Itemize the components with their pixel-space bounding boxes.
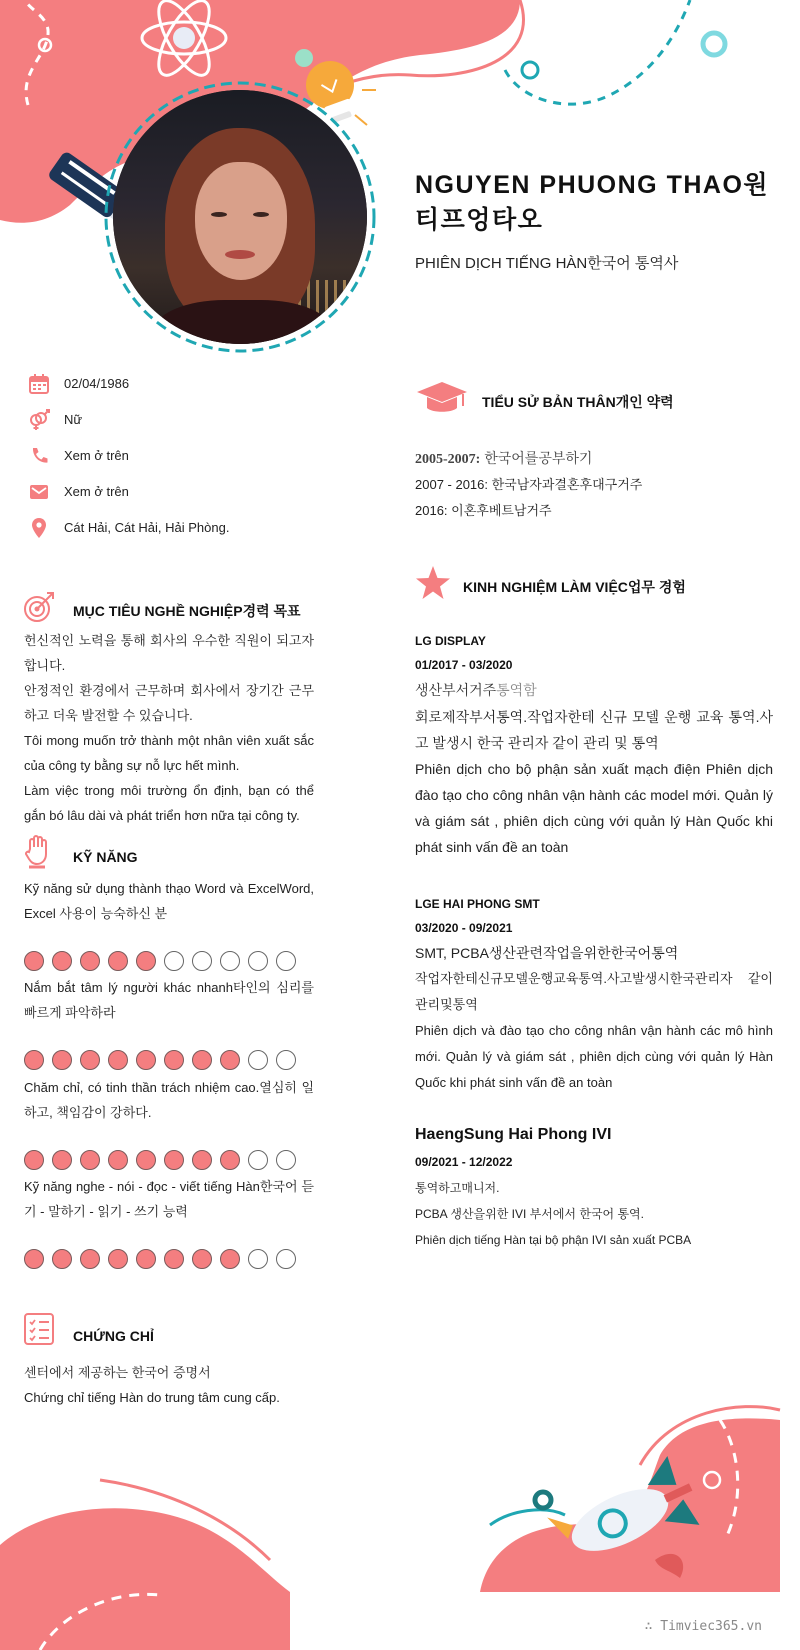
job-period: 03/2020 - 09/2021 [415,921,513,935]
job-company: HaengSung Hai Phong IVI [415,1126,612,1143]
rating-dot-filled [108,951,128,971]
objective-line: 헌신적인 노력을 통해 회사의 우수한 직원이 되고자 합니다. [24,633,314,673]
job-title: PHIÊN DỊCH TIẾNG HÀN한국어 통역사 [415,255,679,272]
rating-dot-filled [80,951,100,971]
birthdate-text: 02/04/1986 [64,376,130,391]
rating-dot-filled [80,1050,100,1070]
rating-dot-filled [24,1249,44,1269]
phone-text: Xem ở trên [64,448,129,463]
graduation-cap-icon [415,380,469,416]
bio-line-1 [415,448,592,468]
job-line: Phiên dịch cho bộ phận sản xuất mạch điện Phiên dịch đào tạo cho công nhân vận hành các model mới. Quản lý và giám sát , phiên dịch cùng với quản lý Hàn Quốc khi phát sinh vấn đề an toàn [415,761,773,855]
rating-dot-filled [24,1050,44,1070]
skill-rating [24,951,314,975]
checklist-icon [22,1312,56,1346]
rating-dot-filled [164,1150,184,1170]
rating-dot-empty [276,1249,296,1269]
job-line: 회로제작부서통역.작업자한테 신규 모델 운행 교육 통역.사고 발생시 한국 관리자 같이 관리 및 통역 [415,709,773,751]
job-company: LG DISPLAY [415,634,486,648]
job-role [415,680,537,700]
job-description [415,966,773,1096]
objective-body [24,628,314,828]
job-line: Phiên dịch tiếng Hàn tại bộ phận IVI sản xuất PCBA [415,1233,692,1247]
rating-dot-filled [136,1249,156,1269]
rating-dot-filled [24,1150,44,1170]
bio-year: 2005-2007: [415,452,481,467]
certificates-body [24,1360,324,1410]
contact-address [28,517,358,539]
contact-email [28,481,358,503]
rating-dot-filled [24,951,44,971]
skill-label: Kỹ năng sử dụng thành thạo Word và ExcelWord, Excel 사용이 능숙하신 분 [24,881,314,921]
mail-icon [28,481,50,503]
rating-dot-filled [52,1249,72,1269]
job-period: 01/2017 - 03/2020 [415,658,513,672]
profile-photo [113,90,367,344]
rating-dot-filled [136,1150,156,1170]
job-role: SMT, PCBA생산관련작업을위한한국어통역 [415,945,679,961]
gender-icon [28,409,50,431]
job-line: 작업자한테신규모델운행교육통역.사고발생시한국관리자 같이관리및통역 [415,971,773,1012]
rating-dot-filled [52,951,72,971]
raised-hand-icon [22,835,56,869]
bio-line-3: 2016: 이혼후베트남거주 [415,503,552,518]
rating-dot-empty [164,951,184,971]
phone-icon [28,445,50,467]
experience-title: KINH NGHIỆM LÀM VIỆC업무 경험 [463,579,686,595]
target-icon [22,590,56,624]
job-line: Phiên dịch và đào tạo cho công nhân vận hành các mô hình mới. Quản lý và giám sát , phiên dịch cùng với quản lý Hàn Quốc khi phát sinh vấn đề an toàn [415,1023,773,1090]
job-line: 통역하고매니저. [415,1181,500,1195]
rating-dot-filled [192,1150,212,1170]
bio-title: TIỂU SỬ BẢN THÂN개인 약력 [482,394,674,410]
job-role-part: 통역함 [496,682,537,698]
rating-dot-filled [192,1050,212,1070]
rating-dot-filled [164,1249,184,1269]
rating-dot-filled [220,1150,240,1170]
location-pin-icon [28,517,50,539]
objective-line: 안정적인 환경에서 근무하며 회사에서 장기간 근무하고 더욱 발전할 수 있습니다. [24,683,314,723]
skills-title: KỸ NĂNG [73,849,138,865]
contact-phone [28,445,358,467]
rating-dot-filled [220,1050,240,1070]
certificate-line: 센터에서 제공하는 한국어 증명서 [24,1365,211,1380]
skill-label: Nắm bắt tâm lý người khác nhanh타인의 심리를 빠르게 파악하라 [24,980,314,1020]
job-line: PCBA 생산을위한 IVI 부서에서 한국어 통역. [415,1207,644,1221]
job-period: 09/2021 - 12/2022 [415,1155,513,1169]
star-icon [415,565,451,601]
rating-dot-filled [220,1249,240,1269]
objective-line: Tôi mong muốn trở thành một nhân viên xuất sắc của công ty bằng sự nỗ lực hết mình. [24,733,314,773]
rating-dot-empty [248,1249,268,1269]
job-company: LGE HAI PHONG SMT [415,897,540,911]
rating-dot-filled [108,1249,128,1269]
candidate-name: NGUYEN PHUONG THAO원티프엉타오 [415,171,770,234]
skill-rating [24,1050,314,1074]
skill-rating [24,1150,314,1174]
rating-dot-filled [80,1150,100,1170]
skill-label: Chăm chỉ, có tinh thần trách nhiệm cao.열심히 일하고, 책임감이 강하다. [24,1080,314,1120]
job-description [415,1175,773,1253]
rating-dot-empty [276,951,296,971]
gender-text: Nữ [64,412,83,427]
email-text: Xem ở trên [64,484,129,499]
rating-dot-empty [276,1050,296,1070]
rating-dot-filled [108,1150,128,1170]
rating-dot-filled [108,1050,128,1070]
bio-text: 한국어를공부하기 [484,450,593,466]
rating-dot-filled [52,1050,72,1070]
job-role-part: 생산부서거주 [415,682,497,698]
rating-dot-empty [192,951,212,971]
rating-dot-empty [248,1150,268,1170]
certificate-line: Chứng chỉ tiếng Hàn do trung tâm cung cấp. [24,1390,280,1405]
rating-dot-filled [164,1050,184,1070]
objective-title: MỤC TIÊU NGHỀ NGHIỆP경력 목표 [73,603,301,619]
skill-label: Kỹ năng nghe - nói - đọc - viết tiếng Hàn한국어 듣기 - 말하기 - 읽기 - 쓰기 능력 [24,1179,314,1219]
contact-gender [28,409,358,431]
rating-dot-filled [136,1050,156,1070]
rating-dot-empty [220,951,240,971]
rating-dot-empty [276,1150,296,1170]
contact-birthdate [28,373,358,395]
rating-dot-filled [136,951,156,971]
rating-dot-filled [80,1249,100,1269]
bio-line-2: 2007 - 2016: 한국남자과결혼후대구거주 [415,477,643,492]
address-text: Cát Hải, Cát Hải, Hải Phòng. [64,520,230,535]
footer-credit: ∴ Timviec365.vn [644,1619,762,1634]
rating-dot-empty [248,951,268,971]
rating-dot-filled [192,1249,212,1269]
objective-line: Làm việc trong môi trường ổn định, bạn có thể gắn bó lâu dài và phát triển hơn nữa tại công ty. [24,783,314,823]
job-description [415,704,773,860]
certificates-title: CHỨNG CHỈ [73,1328,154,1344]
rating-dot-filled [52,1150,72,1170]
calendar-icon [28,373,50,395]
skill-rating [24,1249,314,1273]
rating-dot-empty [248,1050,268,1070]
